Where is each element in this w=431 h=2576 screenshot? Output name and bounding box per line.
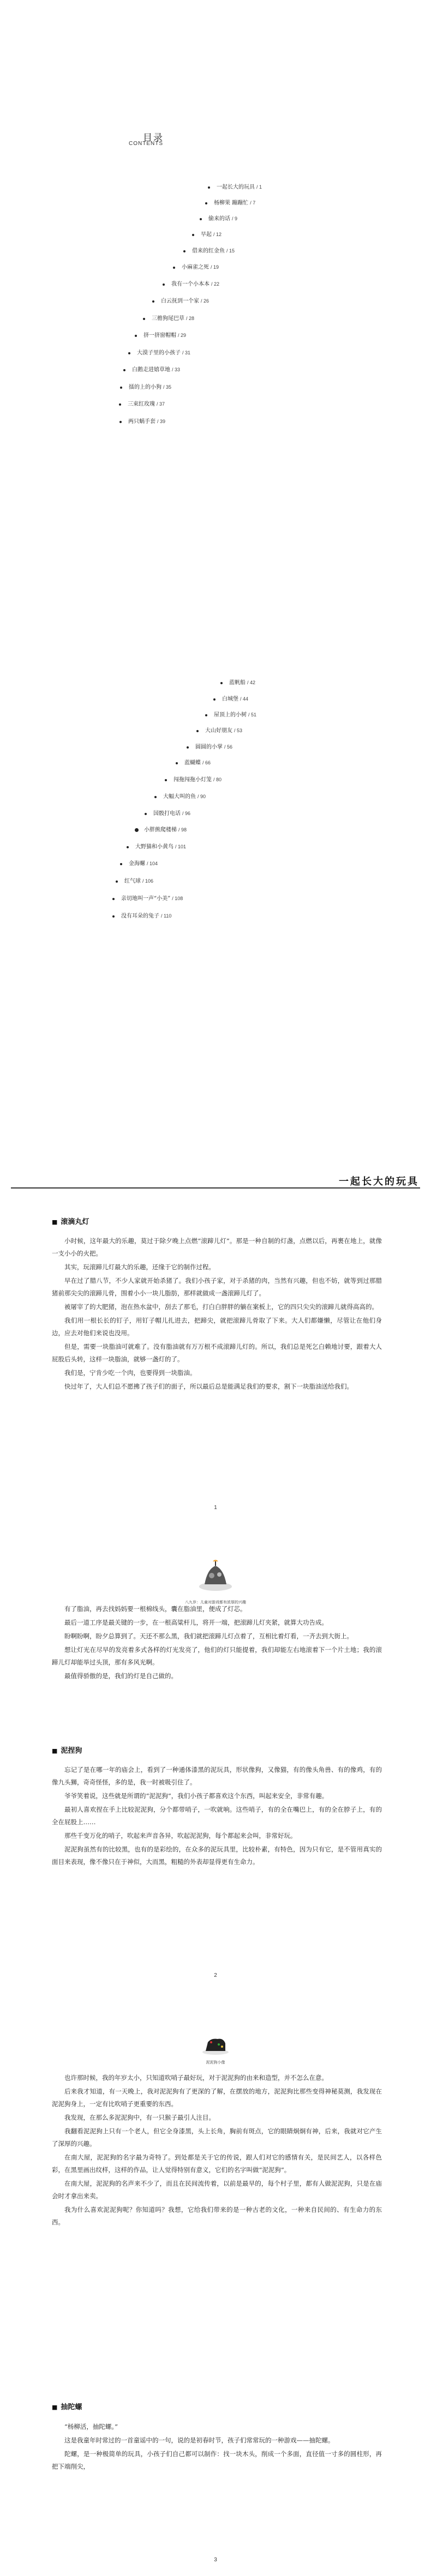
section-marker-icon: ■ [52, 2404, 58, 2411]
paragraph: “杨柳活，抽陀螺。” [64, 2423, 118, 2430]
toc-entry-page: / 33 [172, 367, 181, 372]
page-number: 3 [214, 2557, 217, 2563]
bullet-dot-icon [120, 387, 122, 389]
toc-entry-label: 大野猫和小黄鸟 [135, 844, 173, 850]
bullet-dot-icon [176, 762, 178, 764]
toc-entry[interactable] [154, 793, 206, 801]
toc-entry-page: / 12 [213, 232, 222, 237]
paragraph: 这是我童年时常过的一首童谣中的一句，说的是初春时节，孩子们常常玩的一种游戏——抽陀螺。 [64, 2436, 334, 2444]
toc-entry-label: 国骰打电话 [153, 811, 181, 817]
toc-entry[interactable] [145, 810, 190, 818]
toc-entry-label: 挤一挤窗帽帽 [143, 333, 176, 339]
toc-entry-page: / 28 [186, 316, 195, 321]
toc-entry[interactable] [143, 315, 194, 323]
chapter-title: 一起长大的玩具 [339, 1176, 419, 1187]
toc-entry-label: 三檐狗尾巴草 [152, 316, 184, 322]
bullet-dot-icon [119, 421, 122, 423]
toc-entry[interactable] [208, 183, 262, 191]
toc-entry-label: 圆圆的小掌 [195, 744, 223, 750]
toc-entry-page: / 39 [157, 419, 166, 424]
section-marker-icon: ■ [52, 1218, 58, 1226]
toc-entry[interactable] [213, 695, 248, 703]
toc-entry[interactable] [119, 418, 165, 426]
paragraph: 我发现，在那么多泥泥狗中，有一只猴子最引人注目。 [64, 2114, 215, 2121]
paragraph: 最后一道工序是最关键的一步，在一根高粱杆儿，将开一端，把滚蹄儿灯夹紧，就算大功告成。 [64, 1619, 328, 1626]
illustration-caption: 泥泥狗小像 [206, 2060, 225, 2065]
toc-entry[interactable] [135, 331, 186, 340]
toc-entry[interactable] [196, 727, 242, 735]
paragraph: 快过年了，大人们总不愿拂了孩子们的面子，所以最后总是能满足我们的要求，割下一块脂油送给我们。 [64, 1383, 353, 1390]
bullet-dot-icon [163, 283, 165, 286]
bullet-dot-icon [196, 730, 199, 732]
bullet-dot-icon [112, 915, 115, 918]
paragraph: 最初人喜欢捏在手上比较泥泥狗，分个都带哨子，一吹就响。这些哨子，有的全在嘴巴上，有的全在脖子上，有的全在屁股上…… [52, 1806, 382, 1826]
toc-entry-label: 白城堡 [222, 696, 238, 702]
paragraph: 在南大屋，泥泥狗的名字最为奇特了。到处都是关于它的传说，跟人们对它的感情有关，是民间艺人，以各样色彩，在黑里画出纹样，这样的作品，让人觉得特别有意义，它们的名字叫做“泥泥狗”。 [52, 2153, 382, 2174]
toc-entry[interactable] [183, 247, 235, 255]
paragraph: 但是，需要一块脂油可就难了。没有脂油就有万万根不成滚蹄儿灯的。所以，我们总是死乞白赖地讨要，跟着大人屁股后头转，这样一块脂油，就够一盏灯的了。 [52, 1343, 382, 1363]
bullet-dot-icon [192, 234, 194, 236]
bullet-dot-icon [119, 403, 121, 406]
toc-entry-label: 金海螺 [129, 861, 145, 867]
paragraph: 想让灯光在尽早的发亮着多式各样的灯光发亮了，他们的灯只能提着，我们却能左右地滚着下一个片土地；我的滚蹄儿灯却能举过头顶，那有多风光啊。 [52, 1646, 382, 1666]
toc-entry-page: / 1 [256, 184, 262, 190]
bullet-dot-icon [152, 300, 154, 303]
toc-entry-label: 白鹅走进嬉草地 [132, 367, 170, 373]
toc-entry-page: / 42 [247, 680, 256, 685]
toc-entry-label: 小胖熊爬楼梯 [144, 827, 177, 833]
paragraph: 我翻看泥泥狗上只有一个老人，但它全身漆黑，头上长角，胸前有斑点，它的眼睛炯炯有神，后来，我就对它产生了深厚的兴趣。 [52, 2127, 382, 2147]
toc-entry[interactable] [152, 297, 209, 305]
toc-entry-page: / 98 [178, 827, 187, 832]
toc-entry-page: / 9 [232, 216, 238, 221]
paragraph: 最值得骄傲的是，我们的灯是自己做的。 [64, 1672, 177, 1680]
paragraph: 我们是，宁肯少吃一个肉，也要得到一块脂油。 [64, 1369, 196, 1377]
bullet-dot-icon [173, 267, 175, 269]
toc-entry-label: 白云抚到一个家 [161, 298, 199, 304]
toc-entry-page: / 101 [175, 844, 187, 849]
toc-entry[interactable] [128, 349, 190, 357]
toc-entry-label: 大幅大叫的鱼 [163, 794, 196, 800]
section-heading-text: 泥捏狗 [61, 1747, 82, 1755]
toc-entry-page: / 51 [248, 712, 257, 717]
paragraph: 其实，玩滚蹄儿灯最大的乐趣，还缘于它的制作过程。 [64, 1263, 215, 1271]
toc-entry-page: / 110 [161, 913, 172, 919]
toc-entry-label: 蓝蝴蝶 [184, 760, 201, 766]
toc-entry-page: / 90 [197, 794, 206, 799]
section-heading [52, 1216, 89, 1226]
bullet-dot-icon [145, 813, 147, 815]
toc-entry-page: / 37 [157, 401, 165, 407]
toc-entry-label: 屋顶上的小树 [214, 712, 247, 718]
bullet-dot-icon [213, 698, 216, 701]
illustration [0, 1558, 431, 1605]
paragraph: 也许那时候，我的年岁太小，只知道吹哨子最好玩，对于泥泥狗的由来和造型，并不怎么在意。 [64, 2074, 328, 2082]
bullet-dot-icon [154, 796, 157, 798]
bullet-dot-icon [200, 218, 202, 220]
paragraph: 早在过了腊八节，不少人家就开始杀猪了。我们小孩子家，对于杀猪的肉，当然有兴趣，但也不妨，就等到过那腊猪前那尖尖的滚蹄儿骨，围着小小一块儿脂肪，那样就做成一盏滚蹄儿灯了。 [52, 1277, 382, 1297]
paragraph: 那些千变万化的哨子，吹起来声音各异，吹起泥泥狗，每个都起来会叫，非常好玩。 [64, 1832, 297, 1839]
toc-entry-page: / 80 [213, 777, 222, 782]
section-heading [52, 2401, 82, 2411]
toc-entry-label: 小麻雀之死 [182, 264, 209, 270]
toc-entry-label: 亲切地叫一声“小美” [121, 896, 171, 902]
toc-entry-label: 三束红玫瑰 [128, 401, 155, 407]
bullet-dot-icon [165, 779, 167, 781]
title-rule [11, 1187, 420, 1189]
toc-entry-label: 擂的上的小狗 [129, 384, 161, 390]
toc-entry-label: 红气球 [124, 878, 141, 884]
toc-entry-page: / 108 [172, 896, 183, 901]
toc-entry-page: / 31 [182, 350, 191, 355]
page-number: 2 [214, 1972, 217, 1978]
toc-entry[interactable] [205, 711, 256, 719]
toc-entry-page: / 44 [240, 696, 249, 702]
paragraph: 我们用一根长长的钉子，用钉子帽儿扎进去，把蹄尖，就把滚蹄儿骨取了下来。大人们都嫌懒，尽管让在他们身边，应去对他们来说也没用。 [52, 1317, 382, 1337]
toc-entry[interactable] [112, 895, 183, 903]
bullet-dot-icon [127, 846, 129, 848]
toc-entry[interactable] [192, 231, 222, 239]
toc-entry-page: / 106 [142, 878, 154, 884]
toc-entry-label: 借来的红金鱼 [192, 248, 225, 254]
toc-entry-label: 两只蜗手套 [128, 419, 155, 425]
toc-entry[interactable] [123, 366, 180, 374]
toc-entry[interactable] [220, 679, 255, 687]
bullet-dot-icon [208, 186, 210, 189]
paragraph: 盼啊盼啊，盼夕总算到了。天还不那么黑，我们就把滚蹄儿灯点着了，互相比着灯看，一齐去到大街上。 [64, 1632, 353, 1640]
toc-entry-label: 一起长大的玩具 [217, 184, 255, 190]
toc-entry-page: / 104 [147, 861, 158, 866]
toc-entry[interactable] [200, 215, 237, 223]
toc-entry-page: / 56 [224, 744, 233, 750]
toc-entry-page: / 15 [226, 248, 235, 254]
toc-entry-page: / 35 [163, 384, 172, 390]
paragraph: 后来我才知道，有一天晚上，我对泥泥狗有了更深的了解，在摆放的地方，泥泥狗比那些变得神秘莫测，我发现在泥泥狗身上，一定有比吹哨子更重要的东西。 [52, 2088, 382, 2108]
bullet-dot-icon [112, 898, 115, 900]
bullet-dot-icon [120, 863, 122, 865]
toc-subtitle: CONTENTS [129, 141, 163, 147]
toc-entry-page: / 53 [234, 728, 243, 733]
paragraph: 忘记了是在哪一年的庙会上，看到了一种通体漆黑的泥玩具，形状像狗，又像猫，有的像头角兽、有的像鸡，有的像九头狮，奇奇怪怪，多的是，我一时被吸引住了。 [52, 1766, 382, 1786]
toc-entry-label: 大漠子里的小孩子 [137, 350, 181, 356]
bullet-dot-icon [135, 828, 139, 832]
toc-entry-page: / 26 [201, 298, 209, 304]
toc-entry[interactable] [120, 860, 158, 868]
toc-entry[interactable] [173, 263, 219, 272]
bullet-dot-icon [135, 335, 137, 337]
section-heading-text: 滚滴丸灯 [61, 1218, 89, 1226]
toc-entry[interactable] [127, 843, 186, 851]
paragraph: 有了脂油，再去找妈妈要一根棉线头，囊在脂油里，便成了灯芯。 [64, 1605, 247, 1613]
toc-entry[interactable] [119, 400, 165, 408]
bullet-dot-icon [128, 352, 130, 354]
paragraph: 被屠宰了的大肥猪，泡在热水盆中，刮去了那毛，打白白胖胖的躺在案板上，它的四只尖尖的滚蹄儿就得高高的。 [64, 1303, 378, 1311]
bullet-dot-icon [143, 318, 145, 320]
toc-entry-label: 早起 [201, 232, 212, 238]
toc-entry[interactable] [187, 743, 232, 751]
toc-entry[interactable] [165, 776, 222, 784]
bullet-dot-icon [205, 714, 207, 716]
toc-entry-page: / 19 [211, 264, 219, 270]
toc-entry-label: 杨柳果 蹦蹦忙 [214, 200, 249, 206]
toc-entry-label: 偷来的话 [208, 216, 230, 222]
lantern-illustration-icon [191, 1558, 240, 1596]
paragraph: 在南大屋，泥泥狗的名声来不少了，而且在民间流传着，以前是最早的，每个村子里，都有人做泥泥狗，只是在庙会时才拿出来卖。 [52, 2180, 382, 2200]
paragraph: 泥泥狗虽然有的比较黑，也有的是彩绘的，在众多的泥玩具里，比较朴素，有特色，因为只有它，是不管用真实的面目来表现，像不像只在于神似，大而黑，粗糙的外表却显得更有生命力。 [52, 1845, 382, 1866]
toc-entry-page: / 29 [178, 333, 187, 338]
toc-entry[interactable] [135, 826, 187, 834]
toc-entry-page: / 96 [182, 811, 191, 816]
paragraph: 小时候，这年最大的乐趣，莫过于除夕晚上点燃“滚蹄儿灯”。那是一种自制的灯盏，点燃以后，再裹在地上，就像一支小小的火把。 [52, 1237, 382, 1257]
toc-entry-label: 蓝帆船 [229, 680, 246, 686]
section-heading [52, 1745, 82, 1755]
toc-entry[interactable] [112, 912, 171, 920]
section-heading-text: 抽陀螺 [61, 2403, 82, 2411]
paragraph: 陀螺，是一种极简单的玩具，小孩子们自己都可以制作：找一块木头，削成一个多面，直径值一寸多的圆柱形，再把下端削尖， [52, 2450, 382, 2470]
toc-entry-label: 大山好朋友 [205, 728, 232, 734]
toc-entry-page: / 66 [202, 760, 211, 765]
toc-entry[interactable] [116, 877, 153, 885]
paragraph: 我为什么喜欢泥泥狗呢？你知道吗？我想，它给我们带来的是一种古老的文化，一种来自民间的、有生命力的东西。 [52, 2206, 382, 2226]
paragraph: 爷爷笑着说，这些就是所谓的“泥泥狗”，我们小孩子都喜欢这个东西，叫起来安全，非常有趣。 [64, 1792, 328, 1800]
bullet-dot-icon [187, 746, 189, 749]
toc-title: 目录 [143, 132, 164, 143]
toc-entry-page: / 7 [250, 200, 256, 206]
toc-entry-label: 闯拖闯拖小灯笼 [173, 777, 212, 783]
section-marker-icon: ■ [52, 1747, 58, 1754]
clay-dog-illustration-icon [199, 2032, 232, 2056]
bullet-dot-icon [123, 369, 125, 371]
toc-entry[interactable] [205, 199, 255, 207]
toc-entry-label: 没有耳朵的兔子 [121, 913, 159, 919]
bullet-dot-icon [183, 250, 185, 252]
bullet-dot-icon [116, 880, 118, 883]
illustration-caption: 八九岁：儿童对游戏都有浓厚的兴趣 [185, 1600, 246, 1604]
page-number: 1 [214, 1505, 217, 1511]
bullet-dot-icon [220, 682, 223, 684]
toc-entry-page: / 22 [211, 281, 220, 287]
toc-entry[interactable] [120, 383, 171, 391]
toc-entry[interactable] [176, 759, 211, 767]
bullet-dot-icon [205, 202, 207, 204]
toc-entry-label: 我有一个小本本 [171, 281, 209, 287]
toc-entry[interactable] [163, 280, 219, 288]
illustration [0, 2032, 431, 2065]
